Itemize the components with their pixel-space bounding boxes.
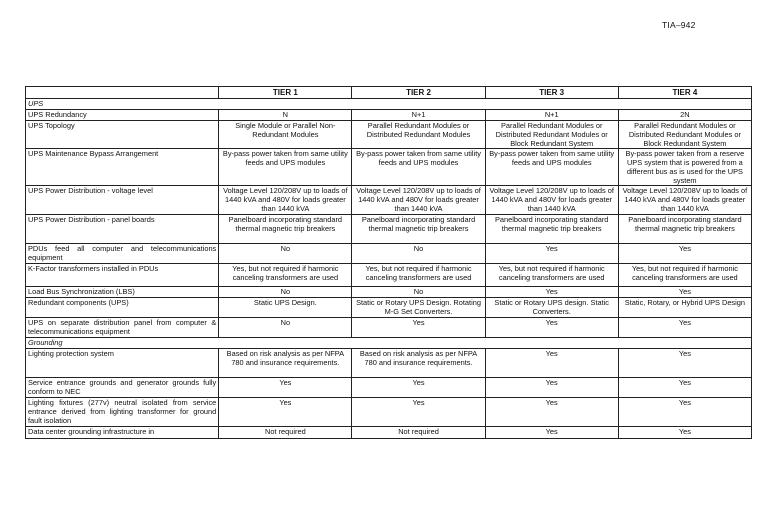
table-row <box>26 215 752 244</box>
row-label: Lighting protection system <box>26 349 219 378</box>
tier-1-value: Single Module or Parallel Non-Redundant Modules <box>219 121 352 149</box>
row-label: Load Bus Synchronization (LBS) <box>26 287 219 298</box>
tier-2-value: By-pass power taken from same utility feeds and UPS modules <box>352 149 485 186</box>
table-row <box>26 149 752 186</box>
tier-4-value: Yes <box>618 427 751 439</box>
tier-3-value: N+1 <box>485 110 618 121</box>
tier-2-value: Yes, but not required if harmonic canceling transformers are used <box>352 264 485 287</box>
row-label: Redundant components (UPS) <box>26 298 219 318</box>
row-label: UPS Redundancy <box>26 110 219 121</box>
tier-1-value: Yes, but not required if harmonic canceling transformers are used <box>219 264 352 287</box>
tier-1-value: By-pass power taken from same utility feeds and UPS modules <box>219 149 352 186</box>
header-tier-1: TIER 1 <box>219 87 352 99</box>
tier-3-value: Yes <box>485 398 618 427</box>
tier-1-value: Yes <box>219 398 352 427</box>
tier-2-value: Yes <box>352 318 485 338</box>
row-label: UPS Maintenance Bypass Arrangement <box>26 149 219 186</box>
row-label: UPS Topology <box>26 121 219 149</box>
tier-1-value: No <box>219 244 352 264</box>
table-row <box>26 349 752 378</box>
tier-3-value: Yes, but not required if harmonic canceling transformers are used <box>485 264 618 287</box>
tier-2-value: Yes <box>352 378 485 398</box>
tier-2-value: Parallel Redundant Modules or Distributed Redundant Modules <box>352 121 485 149</box>
tier-1-value: Static UPS Design. <box>219 298 352 318</box>
section-heading: Grounding <box>26 338 752 349</box>
tier-3-value: Yes <box>485 349 618 378</box>
tier-4-value: Yes <box>618 244 751 264</box>
row-label: UPS on separate distribution panel from computer & telecommunications equipment <box>26 318 219 338</box>
tier-4-value: Static, Rotary, or Hybrid UPS Design <box>618 298 751 318</box>
tier-1-value: No <box>219 318 352 338</box>
section-heading: UPS <box>26 99 752 110</box>
tier-comparison-table <box>25 86 752 439</box>
table-row <box>26 298 752 318</box>
tier-2-value: Panelboard incorporating standard thermal magnetic trip breakers <box>352 215 485 244</box>
tier-2-value: Based on risk analysis as per NFPA 780 and insurance requirements. <box>352 349 485 378</box>
table-row <box>26 318 752 338</box>
document-id: TIA–942 <box>662 20 696 30</box>
section-row <box>26 338 752 349</box>
tier-2-value: No <box>352 287 485 298</box>
table-body <box>26 99 752 439</box>
tier-4-value: Panelboard incorporating standard thermal magnetic trip breakers <box>618 215 751 244</box>
tier-4-value: Yes <box>618 349 751 378</box>
table-row <box>26 427 752 439</box>
tier-2-value: Yes <box>352 398 485 427</box>
table-row <box>26 110 752 121</box>
header-row <box>26 87 752 99</box>
tier-1-value: Based on risk analysis as per NFPA 780 and insurance requirements. <box>219 349 352 378</box>
tier-3-value: By-pass power taken from same utility feeds and UPS modules <box>485 149 618 186</box>
row-label: K-Factor transformers installed in PDUs <box>26 264 219 287</box>
header-tier-4: TIER 4 <box>618 87 751 99</box>
tier-2-value: No <box>352 244 485 264</box>
header-tier-2: TIER 2 <box>352 87 485 99</box>
tier-1-value: Voltage Level 120/208V up to loads of 1440 kVA and 480V for loads greater than 1440 kVA <box>219 186 352 215</box>
header-label-cell <box>26 87 219 99</box>
table-row <box>26 244 752 264</box>
tier-2-value: Voltage Level 120/208V up to loads of 1440 kVA and 480V for loads greater than 1440 kVA <box>352 186 485 215</box>
table-row <box>26 398 752 427</box>
row-label: UPS Power Distribution - panel boards <box>26 215 219 244</box>
tier-3-value: Yes <box>485 244 618 264</box>
tier-4-value: Yes <box>618 318 751 338</box>
tier-1-value: N <box>219 110 352 121</box>
tier-1-value: No <box>219 287 352 298</box>
section-row <box>26 99 752 110</box>
tier-3-value: Yes <box>485 427 618 439</box>
tier-3-value: Panelboard incorporating standard thermal magnetic trip breakers <box>485 215 618 244</box>
row-label: PDUs feed all computer and telecommunications equipment <box>26 244 219 264</box>
tier-3-value: Yes <box>485 287 618 298</box>
row-label: Service entrance grounds and generator grounds fully conform to NEC <box>26 378 219 398</box>
tier-4-value: Yes <box>618 378 751 398</box>
tier-3-value: Parallel Redundant Modules or Distributed Redundant Modules or Block Redundant System <box>485 121 618 149</box>
tier-3-value: Yes <box>485 378 618 398</box>
table-row <box>26 378 752 398</box>
tier-4-value: Voltage Level 120/208V up to loads of 1440 kVA and 480V for loads greater than 1440 kVA <box>618 186 751 215</box>
table-row <box>26 121 752 149</box>
tier-4-value: By-pass power taken from a reserve UPS system that is powered from a different bus as is used for the UPS system <box>618 149 751 186</box>
header-tier-3: TIER 3 <box>485 87 618 99</box>
tier-4-value: Yes <box>618 398 751 427</box>
tier-2-value: N+1 <box>352 110 485 121</box>
tier-4-value: Yes <box>618 287 751 298</box>
tier-1-value: Yes <box>219 378 352 398</box>
row-label: Lighting fixtures (277v) neutral isolated from service entrance derived from lighting transformer for ground fault isolation <box>26 398 219 427</box>
tier-1-value: Not required <box>219 427 352 439</box>
tier-4-value: Yes, but not required if harmonic canceling transformers are used <box>618 264 751 287</box>
row-label: Data center grounding infrastructure in <box>26 427 219 439</box>
tier-2-value: Not required <box>352 427 485 439</box>
tier-4-value: Parallel Redundant Modules or Distributed Redundant Modules or Block Redundant System <box>618 121 751 149</box>
tier-1-value: Panelboard incorporating standard thermal magnetic trip breakers <box>219 215 352 244</box>
tier-3-value: Voltage Level 120/208V up to loads of 1440 kVA and 480V for loads greater than 1440 kVA <box>485 186 618 215</box>
row-label: UPS Power Distribution - voltage level <box>26 186 219 215</box>
table-row <box>26 264 752 287</box>
table-row <box>26 287 752 298</box>
tier-3-value: Static or Rotary UPS design. Static Converters. <box>485 298 618 318</box>
tier-4-value: 2N <box>618 110 751 121</box>
table-row <box>26 186 752 215</box>
tier-3-value: Yes <box>485 318 618 338</box>
tier-2-value: Static or Rotary UPS Design. Rotating M-G Set Converters. <box>352 298 485 318</box>
